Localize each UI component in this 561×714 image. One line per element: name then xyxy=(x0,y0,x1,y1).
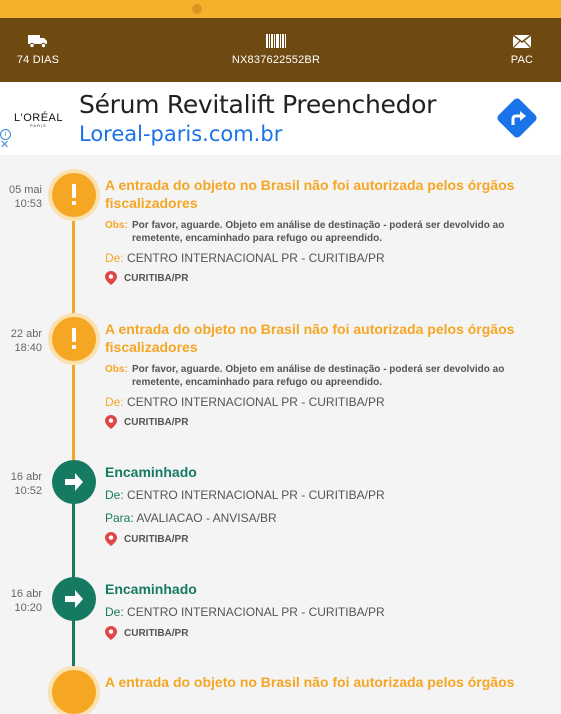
event-location xyxy=(105,532,188,546)
event-day: 05 mai xyxy=(8,184,42,196)
ad-info-icon[interactable]: i xyxy=(0,129,11,140)
origin-label: De: xyxy=(105,251,124,265)
event-date xyxy=(2,327,42,355)
days-counter[interactable] xyxy=(8,18,68,82)
status-circle xyxy=(52,577,96,621)
origin-value: CENTRO INTERNACIONAL PR - CURITIBA/PR xyxy=(127,605,385,619)
location-text: CURITIBA/PR xyxy=(124,272,189,284)
event-location xyxy=(105,415,188,429)
tracking-code[interactable] xyxy=(206,18,346,82)
origin-value: CENTRO INTERNACIONAL PR - CURITIBA/PR xyxy=(127,395,385,409)
event-date xyxy=(2,470,42,498)
event-time: 10:53 xyxy=(14,198,42,210)
map-pin-icon xyxy=(105,626,117,640)
tracking-timeline xyxy=(0,155,561,690)
event-origin xyxy=(105,395,385,409)
timeline-connector xyxy=(72,360,75,462)
brand-logo: L'ORÉAL xyxy=(14,112,64,124)
event-location xyxy=(105,271,188,285)
ad-banner[interactable] xyxy=(0,82,561,155)
location-text: CURITIBA/PR xyxy=(124,416,189,428)
brand-logo-sub: PARIS xyxy=(30,123,47,128)
origin-label: De: xyxy=(105,488,124,502)
days-label: 74 DIAS xyxy=(16,54,60,66)
event-date xyxy=(2,587,42,615)
status-circle xyxy=(52,317,96,361)
ad-url[interactable]: Loreal-paris.com.br xyxy=(79,122,283,146)
arrow-right-icon xyxy=(52,460,96,504)
obs-label: Obs: xyxy=(105,364,128,375)
event-date xyxy=(2,183,42,211)
location-text: CURITIBA/PR xyxy=(124,533,189,545)
origin-label: De: xyxy=(105,395,124,409)
destination-value: AVALIACAO - ANVISA/BR xyxy=(136,511,277,525)
location-text: CURITIBA/PR xyxy=(124,627,189,639)
status-strip xyxy=(0,0,561,18)
truck-icon xyxy=(28,34,48,48)
tracking-code-label: NX837622552BR xyxy=(231,54,321,66)
turn-right-arrow-icon xyxy=(505,106,531,132)
timeline-connector xyxy=(72,215,75,315)
event-time: 10:20 xyxy=(14,602,42,614)
event-title: A entrada do objeto no Brasil não foi autorizada pelos órgãos fiscalizadores xyxy=(105,177,515,211)
service-type[interactable] xyxy=(492,18,552,82)
obs-text: Por favor, aguarde. Objeto em análise de destinação - poderá ser devolvido ao remetente, encaminhado para refugo ou apreendido. xyxy=(132,220,505,244)
map-pin-icon xyxy=(105,271,117,285)
tracking-header xyxy=(0,18,561,82)
event-day: 16 abr xyxy=(10,471,42,483)
status-circle xyxy=(52,173,96,217)
timeline-connector xyxy=(72,503,75,579)
status-circle xyxy=(52,670,96,714)
event-title: Encaminhado xyxy=(105,464,197,480)
event-title: Encaminhado xyxy=(105,581,197,597)
event-time: 18:40 xyxy=(14,342,42,354)
event-time: 10:52 xyxy=(14,485,42,497)
map-pin-icon xyxy=(105,532,117,546)
map-pin-icon xyxy=(105,415,117,429)
origin-label: De: xyxy=(105,605,124,619)
event-day: 22 abr xyxy=(10,328,42,340)
service-label: PAC xyxy=(510,53,534,66)
obs-label: Obs: xyxy=(105,220,128,231)
event-title: A entrada do objeto no Brasil não foi autorizada pelos órgãos fiscalizadores xyxy=(105,321,515,355)
envelope-icon xyxy=(513,35,531,48)
exclamation-icon xyxy=(52,317,96,361)
ad-title[interactable]: Sérum Revitalift Preenchedor xyxy=(79,90,437,119)
event-title: A entrada do objeto no Brasil não foi autorizada pelos órgãos xyxy=(105,674,515,690)
event-location xyxy=(105,626,188,640)
exclamation-icon xyxy=(52,173,96,217)
event-origin xyxy=(105,251,385,265)
timeline-connector xyxy=(72,620,75,670)
event-destination xyxy=(105,511,277,525)
origin-value: CENTRO INTERNACIONAL PR - CURITIBA/PR xyxy=(127,251,385,265)
ad-close-icon[interactable]: ✕ xyxy=(0,139,10,151)
event-day: 16 abr xyxy=(10,588,42,600)
arrow-right-icon xyxy=(52,577,96,621)
barcode-icon xyxy=(266,34,286,48)
destination-label: Para: xyxy=(105,511,134,525)
obs-text: Por favor, aguarde. Objeto em análise de destinação - poderá ser devolvido ao remetente, encaminhado para refugo ou apreendido. xyxy=(132,364,505,388)
origin-value: CENTRO INTERNACIONAL PR - CURITIBA/PR xyxy=(127,488,385,502)
small-badge-icon xyxy=(192,4,202,14)
event-origin xyxy=(105,605,385,619)
event-origin xyxy=(105,488,385,502)
status-circle xyxy=(52,460,96,504)
